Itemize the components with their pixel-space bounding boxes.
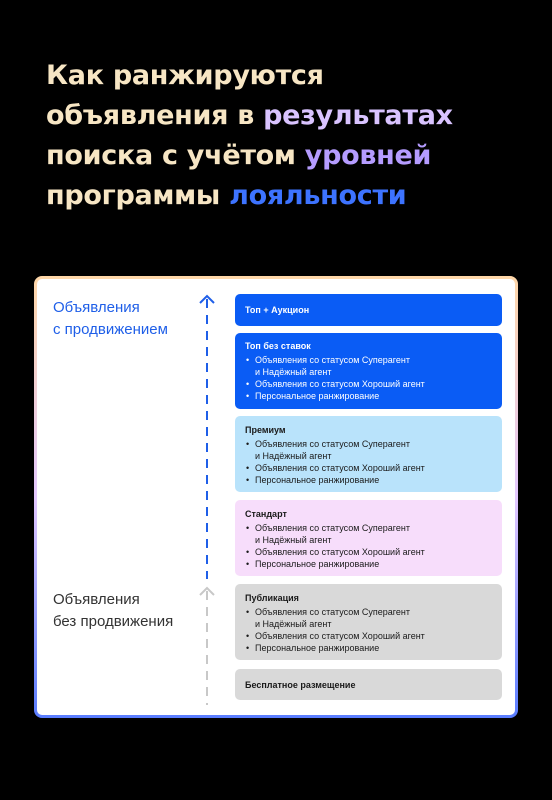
unpromoted-label-line-2: без продвижения	[53, 613, 174, 630]
bullet-good-agent: • Объявления со статусом Хороший агент	[245, 462, 492, 474]
level-name: Стандарт	[245, 509, 287, 519]
level-name: Топ + Аукцион	[245, 305, 310, 315]
page-title	[46, 56, 526, 216]
unpromoted-label-line-1: Объявления	[53, 591, 140, 608]
promoted-arrow-icon	[200, 296, 214, 579]
title-line-2	[46, 96, 526, 136]
bullet-text: Объявления со статусом Суперагент	[255, 355, 410, 365]
promoted-label-line-2: с продвижением	[53, 321, 168, 338]
title-line-3-part-b: уровней	[304, 140, 432, 171]
promoted-label-line-1: Объявления	[53, 299, 140, 316]
level-bullets	[245, 606, 492, 654]
level-bullets	[245, 354, 492, 402]
ranking-card	[34, 276, 518, 718]
title-line-4	[46, 176, 526, 216]
bullet-superagent	[245, 354, 492, 378]
bullet-personal-ranking: • Персональное ранжирование	[245, 642, 492, 654]
ranking-direction-arrows	[195, 289, 219, 709]
level-name: Публикация	[245, 593, 299, 603]
level-bullets	[245, 438, 492, 486]
unpromoted-arrow-icon	[200, 588, 214, 705]
level-premium	[235, 416, 502, 492]
bullet-superagent	[245, 606, 492, 630]
unpromoted-listings-label	[53, 589, 173, 633]
title-line-3	[46, 136, 526, 176]
title-line-3-part-a: поиска с учётом	[46, 140, 305, 171]
title-line-4-part-a: программы	[46, 180, 230, 211]
level-name: Премиум	[245, 425, 286, 435]
title-line-2-part-a: объявления в	[46, 100, 264, 131]
bullet-personal-ranking: • Персональное ранжирование	[245, 558, 492, 570]
bullet-text: Объявления со статусом Суперагент	[255, 439, 410, 449]
bullet-text-cont: и Надёжный агент	[255, 367, 332, 377]
bullet-text: Объявления со статусом Суперагент	[255, 523, 410, 533]
title-line-1: Как ранжируются	[46, 60, 324, 91]
bullet-personal-ranking: • Персональное ранжирование	[245, 474, 492, 486]
bullet-good-agent: • Объявления со статусом Хороший агент	[245, 630, 492, 642]
bullet-text: Объявления со статусом Суперагент	[255, 607, 410, 617]
bullet-text-cont: и Надёжный агент	[255, 619, 332, 629]
title-line-2-part-b: результатах	[263, 100, 453, 131]
level-standard	[235, 500, 502, 576]
level-top-no-bids	[235, 333, 502, 409]
bullet-text-cont: и Надёжный агент	[255, 451, 332, 461]
level-top-auction	[235, 294, 502, 326]
level-publication	[235, 584, 502, 660]
level-name: Топ без ставок	[245, 341, 311, 351]
bullet-superagent	[245, 438, 492, 462]
ranking-card-body	[37, 279, 515, 715]
promoted-listings-label	[53, 297, 168, 341]
bullet-personal-ranking: • Персональное ранжирование	[245, 390, 492, 402]
bullet-good-agent: • Объявления со статусом Хороший агент	[245, 546, 492, 558]
bullet-text-cont: и Надёжный агент	[255, 535, 332, 545]
bullet-good-agent: • Объявления со статусом Хороший агент	[245, 378, 492, 390]
title-line-4-part-b: лояльности	[229, 180, 407, 211]
level-free-placement	[235, 669, 502, 700]
level-name: Бесплатное размещение	[245, 679, 356, 690]
level-bullets	[245, 522, 492, 570]
bullet-superagent	[245, 522, 492, 546]
